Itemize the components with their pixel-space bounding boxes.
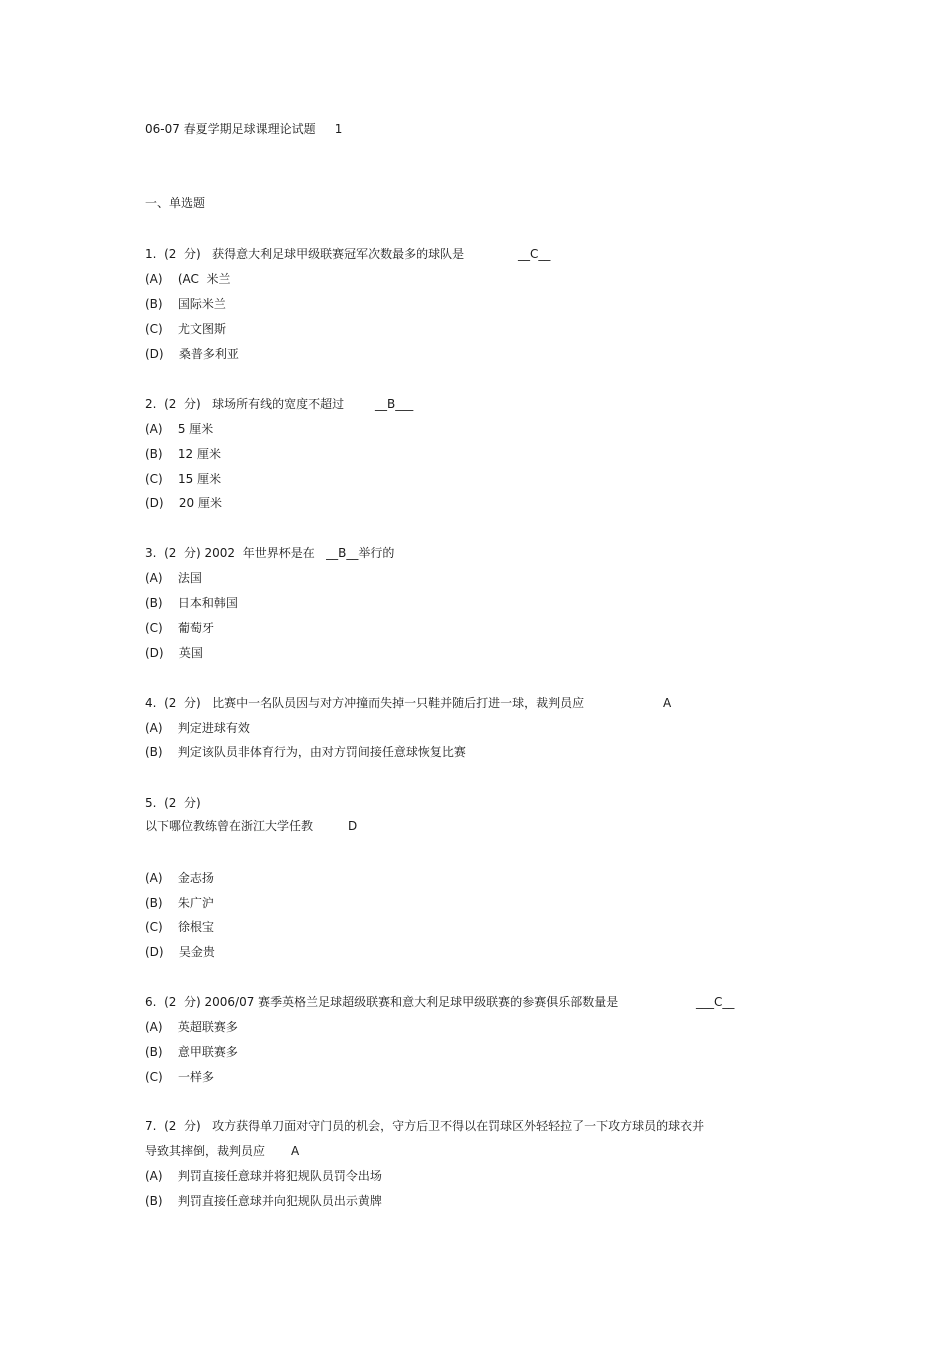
option: (A) 法国: [145, 571, 202, 585]
page-title: 06-07 春夏学期足球课理论试题 1: [145, 122, 343, 136]
question-answer: A: [291, 1144, 300, 1158]
option: (C) 15 厘米: [145, 472, 222, 486]
question-answer: A: [663, 696, 672, 710]
option: (B) 意甲联赛多: [145, 1045, 238, 1059]
option: (A) 5 厘米: [145, 422, 214, 436]
option: (A) 英超联赛多: [145, 1020, 238, 1034]
question-answer: D: [348, 819, 358, 833]
option: (A) 判罚直接任意球并将犯规队员罚令出场: [145, 1169, 382, 1183]
question-stem: 2. (2 分) 球场所有线的宽度不超过: [145, 397, 345, 411]
question-stem: 5. (2 分): [145, 796, 201, 810]
option: (C) 徐根宝: [145, 920, 215, 934]
question-stem: 7. (2 分) 攻方获得单刀面对守门员的机会，守方后卫不得以在罚球区外轻轻拉了一下攻方球员的球衣并: [145, 1119, 705, 1133]
question-stem: 6. (2 分) 2006/07 赛季英格兰足球超级联赛和意大利足球甲级联赛的参赛俱乐部数量是: [145, 995, 619, 1009]
option: (B) 日本和韩国: [145, 596, 238, 610]
option: (B) 国际米兰: [145, 297, 226, 311]
question-stem: 4. (2 分) 比赛中一名队员因与对方冲撞而失掉一只鞋并随后打进一球，裁判员应: [145, 696, 585, 710]
option: (D) 桑普多利亚: [145, 347, 239, 361]
option: (D) 英国: [145, 646, 203, 660]
option: (C) 葡萄牙: [145, 621, 215, 635]
question-stem: 1. (2 分) 获得意大利足球甲级联赛冠军次数最多的球队是: [145, 247, 465, 261]
question-stem: 3. (2 分) 2002 年世界杯是在 __B__举行的: [145, 546, 395, 560]
option: (B) 朱广沪: [145, 896, 214, 910]
option: (A) 判定进球有效: [145, 721, 250, 735]
option: (D) 20 厘米: [145, 496, 222, 510]
option: (B) 判罚直接任意球并向犯规队员出示黄牌: [145, 1194, 382, 1208]
option: (D) 吴金贵: [145, 945, 215, 959]
question-stem-line2: 以下哪位教练曾在浙江大学任教: [145, 819, 314, 833]
option: (C) 一样多: [145, 1070, 215, 1084]
option: (B) 判定该队员非体育行为，由对方罚间接任意球恢复比赛: [145, 745, 466, 759]
question-answer: __B___: [375, 397, 414, 411]
section-heading: 一、单选题: [145, 196, 206, 210]
question-answer: ___C__: [696, 995, 735, 1009]
option: (A) 金志扬: [145, 871, 214, 885]
question-stem-line2: 导致其摔倒，裁判员应: [145, 1144, 266, 1158]
option: (C) 尤文图斯: [145, 322, 227, 336]
option: (B) 12 厘米: [145, 447, 221, 461]
option: (A) (AC 米兰: [145, 272, 231, 286]
question-answer: __C__: [518, 247, 551, 261]
